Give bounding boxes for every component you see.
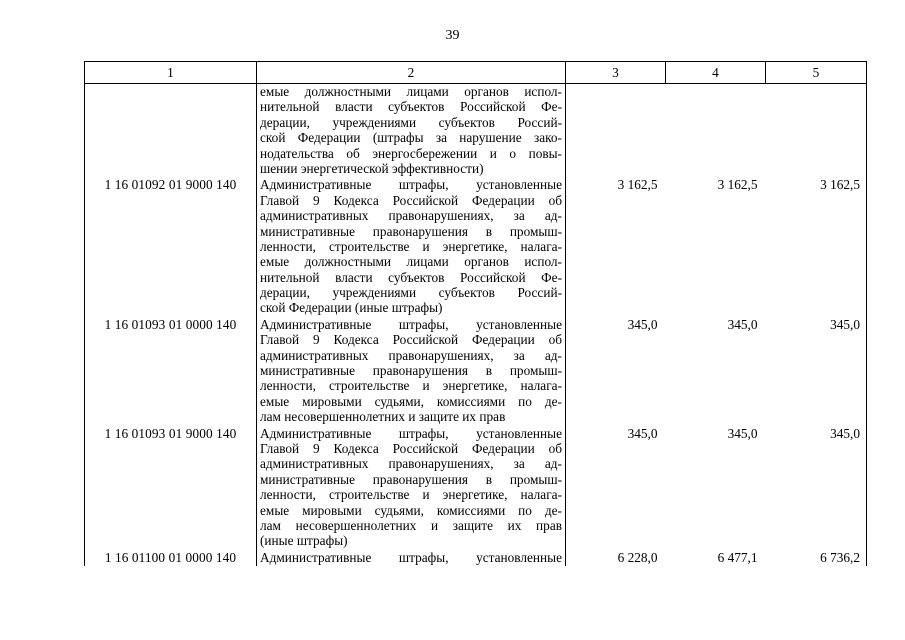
- description-line: министративные правонарушения в промыш-: [260, 223, 562, 239]
- budget-code: 1 16 01100 01 0000 140: [85, 550, 257, 566]
- value-col-3: 345,0: [627, 425, 658, 441]
- description-line: (иные штрафы): [260, 533, 348, 549]
- description-line: министративные правонарушения в промыш-: [260, 471, 562, 487]
- table-row: [85, 84, 867, 178]
- budget-code: 1 16 01092 01 9000 140: [85, 177, 257, 317]
- value-col-3: 345,0: [627, 316, 658, 332]
- column-header-5: 5: [766, 62, 867, 84]
- description-line: Административные штрафы, установленные: [260, 316, 562, 332]
- budget-table: [84, 61, 867, 566]
- budget-code: 1 16 01093 01 9000 140: [85, 426, 257, 550]
- description-line: емые должностными лицами органов испол-: [260, 84, 562, 99]
- description-line: Главой 9 Кодекса Российской Федерации об: [260, 440, 562, 456]
- description-cell: [257, 426, 566, 550]
- description-line: лам несовершеннолетних и защите их прав: [260, 409, 506, 425]
- description-line: Административные штрафы, установленные: [260, 177, 562, 193]
- description-line: нительной власти субъектов Российской Фе-: [260, 99, 562, 115]
- description-line: Главой 9 Кодекса Российской Федерации об: [260, 332, 562, 348]
- description-cell: [257, 84, 566, 178]
- budget-code: 1 16 01093 01 0000 140: [85, 317, 257, 426]
- description-line: емые мировыми судьями, комиссиями по де-: [260, 502, 562, 518]
- description-cell: [257, 177, 566, 317]
- table-row: [85, 550, 867, 566]
- column-header-3: 3: [566, 62, 666, 84]
- description-line: дерации, учреждениями субъектов Россий-: [260, 114, 562, 130]
- value-col-5: [766, 84, 867, 178]
- value-col-3: 6 228,0: [617, 549, 658, 565]
- value-col-5: 345,0: [766, 317, 867, 426]
- column-header-4: 4: [666, 62, 766, 84]
- description-line: лам несовершеннолетних и защите их прав: [260, 517, 562, 533]
- description-line: административных правонарушениях, за ад-: [260, 208, 562, 224]
- value-col-3: 3 162,5: [617, 177, 658, 193]
- table-row: [85, 426, 867, 550]
- column-header-2: 2: [257, 62, 566, 84]
- value-col-5: 3 162,5: [766, 177, 867, 317]
- table-body: [85, 84, 867, 567]
- description-line: административных правонарушениях, за ад-: [260, 456, 562, 472]
- header-row: [85, 62, 867, 84]
- description-line: емые должностными лицами органов испол-: [260, 254, 562, 270]
- description-line: ленности, строительстве и энергетике, налага-: [260, 378, 562, 394]
- description-line: нительной власти субъектов Российской Фе-: [260, 269, 562, 285]
- description-cell: [257, 550, 566, 566]
- table-header: [85, 62, 867, 84]
- description-line: нодательства об энергосбережении и о повы-: [260, 145, 562, 161]
- value-col-4: 345,0: [727, 425, 758, 441]
- description-line: ленности, строительстве и энергетике, налага-: [260, 238, 562, 254]
- value-col-5: 6 736,2: [766, 550, 867, 566]
- description-line: ской Федерации (штрафы за нарушение зако-: [260, 130, 562, 146]
- value-col-4: 6 477,1: [717, 549, 758, 565]
- value-col-4: 3 162,5: [717, 177, 758, 193]
- description-line: дерации, учреждениями субъектов Россий-: [260, 285, 562, 301]
- table-row: [85, 317, 867, 426]
- budget-code: [85, 84, 257, 178]
- description-line: Главой 9 Кодекса Российской Федерации об: [260, 192, 562, 208]
- value-col-4: [666, 84, 766, 178]
- description-line: шении энергетической эффективности): [260, 160, 484, 176]
- value-col-3: [566, 84, 666, 178]
- value-col-5: 345,0: [766, 426, 867, 550]
- description-line: ской Федерации (иные штрафы): [260, 300, 443, 316]
- description-line: емые мировыми судьями, комиссиями по де-: [260, 393, 562, 409]
- description-line: Административные штрафы, установленные: [260, 425, 562, 441]
- column-header-1: 1: [85, 62, 257, 84]
- description-line: административных правонарушениях, за ад-: [260, 347, 562, 363]
- table-row: [85, 177, 867, 317]
- page-number: 39: [445, 28, 460, 43]
- description-line: Административные штрафы, установленные: [260, 549, 562, 565]
- description-line: министративные правонарушения в промыш-: [260, 363, 562, 379]
- description-line: ленности, строительстве и энергетике, налага-: [260, 487, 562, 503]
- description-cell: [257, 317, 566, 426]
- value-col-4: 345,0: [727, 316, 758, 332]
